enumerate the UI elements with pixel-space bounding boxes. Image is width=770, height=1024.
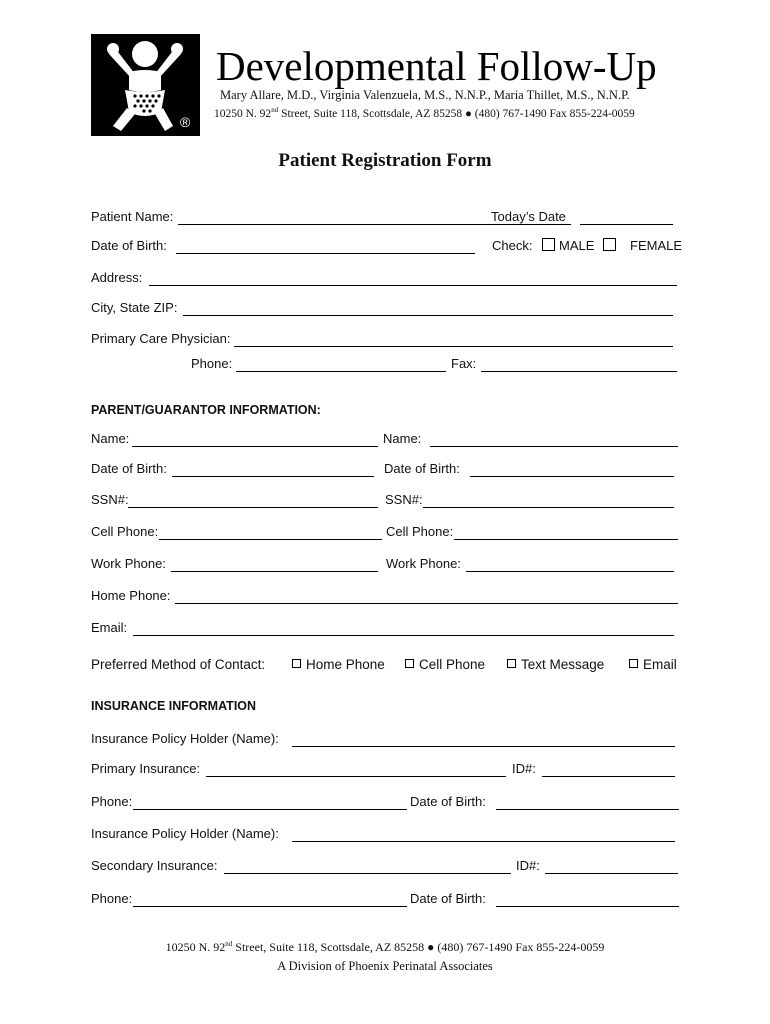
city-state-zip-label: City, State ZIP: <box>91 300 178 315</box>
primary-dob-label: Date of Birth: <box>410 794 486 809</box>
guarantor-name-field-1[interactable] <box>132 446 378 447</box>
secondary-id-field[interactable] <box>545 873 678 874</box>
secondary-dob-label: Date of Birth: <box>410 891 486 906</box>
contact-method-row <box>91 657 681 677</box>
pcp-row <box>91 331 681 351</box>
pcp-field[interactable] <box>234 346 673 347</box>
patient-name-row <box>91 209 681 229</box>
dob-label: Date of Birth: <box>91 238 167 253</box>
secondary-phone-row <box>91 891 681 911</box>
city-state-zip-field[interactable] <box>183 315 673 316</box>
dob-row <box>91 238 681 258</box>
doctor-names: Mary Allare, M.D., Virginia Valenzuela, M.S., N.N.P., Maria Thillet, M.S., N.N.P. <box>220 88 630 102</box>
footer-address: 10250 N. 92nd Street, Suite 118, Scottsdale, AZ 85258 ● (480) 767-1490 Fax 855-224-0059 <box>165 940 605 954</box>
pcp-phone-row <box>91 356 681 376</box>
holder-row-1 <box>91 731 681 751</box>
guarantor-email-field[interactable] <box>133 635 674 636</box>
pcp-fax-field[interactable] <box>481 371 677 372</box>
guarantor-heading: PARENT/GUARANTOR INFORMATION: <box>91 403 321 417</box>
address-row <box>91 270 681 290</box>
footer-division: A Division of Phoenix Perinatal Associates <box>277 959 493 973</box>
contact-cell-phone-checkbox[interactable] <box>405 659 414 668</box>
insurance-heading: INSURANCE INFORMATION <box>91 699 257 713</box>
policy-holder-label-1: Insurance Policy Holder (Name): <box>91 731 279 746</box>
guarantor-ssn-field-2[interactable] <box>423 507 674 508</box>
secondary-insurance-label: Secondary Insurance: <box>91 858 218 873</box>
page-title: Developmental Follow-Up <box>216 43 657 89</box>
pcp-fax-label: Fax: <box>451 356 477 371</box>
pcp-phone-label: Phone: <box>191 356 233 371</box>
guarantor-home-field[interactable] <box>175 603 678 604</box>
guarantor-name-label-1: Name: <box>91 431 130 446</box>
primary-insurance-label: Primary Insurance: <box>91 761 201 776</box>
guarantor-dob-field-2[interactable] <box>470 476 674 477</box>
guarantor-cell-field-2[interactable] <box>454 539 678 540</box>
pcp-label: Primary Care Physician: <box>91 331 231 346</box>
header-address: 10250 N. 92nd Street, Suite 118, Scottsdale, AZ 85258 ● (480) 767-1490 Fax 855-224-0059 <box>214 106 635 120</box>
primary-id-field[interactable] <box>542 776 675 777</box>
guarantor-name-row <box>91 431 681 451</box>
primary-phone-row <box>91 794 681 814</box>
city-row <box>91 300 681 320</box>
female-option[interactable]: FEMALE <box>603 238 682 253</box>
guarantor-cell-label-2: Cell Phone: <box>386 524 454 539</box>
address-field[interactable] <box>149 285 677 286</box>
holder-row-2 <box>91 826 681 846</box>
guarantor-cell-label-1: Cell Phone: <box>91 524 159 539</box>
contact-email-checkbox[interactable] <box>629 659 638 668</box>
guarantor-name-field-2[interactable] <box>430 446 678 447</box>
policy-holder-label-2: Insurance Policy Holder (Name): <box>91 826 279 841</box>
primary-dob-field[interactable] <box>496 809 679 810</box>
primary-phone-label: Phone: <box>91 794 133 809</box>
contact-home-phone-option[interactable]: Home Phone <box>292 657 385 672</box>
guarantor-dob-label-2: Date of Birth: <box>384 461 460 476</box>
guarantor-home-row <box>91 588 681 608</box>
secondary-insurance-field[interactable] <box>224 873 511 874</box>
secondary-id-label: ID#: <box>516 858 540 873</box>
male-checkbox[interactable] <box>542 238 555 251</box>
todays-date-field[interactable] <box>580 224 673 225</box>
guarantor-cell-row <box>91 524 681 544</box>
contact-text-message-option[interactable]: Text Message <box>507 657 604 672</box>
guarantor-ssn-label-2: SSN#: <box>385 492 423 507</box>
policy-holder-field-2[interactable] <box>292 841 675 842</box>
patient-name-field[interactable] <box>178 224 571 225</box>
guarantor-work-label-2: Work Phone: <box>386 556 461 571</box>
policy-holder-field-1[interactable] <box>292 746 675 747</box>
guarantor-name-label-2: Name: <box>383 431 422 446</box>
contact-cell-phone-option[interactable]: Cell Phone <box>405 657 485 672</box>
guarantor-work-field-2[interactable] <box>466 571 674 572</box>
secondary-phone-label: Phone: <box>91 891 133 906</box>
guarantor-work-row <box>91 556 681 576</box>
contact-email-option[interactable]: Email <box>629 657 677 672</box>
guarantor-cell-field-1[interactable] <box>159 539 382 540</box>
secondary-dob-field[interactable] <box>496 906 679 907</box>
guarantor-email-label: Email: <box>91 620 128 635</box>
todays-date-label: Today’s Date <box>491 209 566 224</box>
form-title: Patient Registration Form <box>278 150 492 171</box>
guarantor-ssn-label-1: SSN#: <box>91 492 129 507</box>
check-label: Check: <box>492 238 533 253</box>
contact-home-phone-checkbox[interactable] <box>292 659 301 668</box>
guarantor-work-field-1[interactable] <box>171 571 378 572</box>
female-checkbox[interactable] <box>603 238 616 251</box>
dob-field[interactable] <box>176 253 475 254</box>
patient-name-label: Patient Name: <box>91 209 174 224</box>
contact-method-label: Preferred Method of Contact: <box>91 657 266 672</box>
guarantor-email-row <box>91 620 681 640</box>
guarantor-dob-row <box>91 461 681 481</box>
logo <box>91 34 200 136</box>
guarantor-ssn-row <box>91 492 681 512</box>
guarantor-home-label: Home Phone: <box>91 588 171 603</box>
address-label: Address: <box>91 270 143 285</box>
guarantor-ssn-field-1[interactable] <box>128 507 378 508</box>
primary-insurance-field[interactable] <box>206 776 506 777</box>
pcp-phone-field[interactable] <box>236 371 446 372</box>
contact-text-message-checkbox[interactable] <box>507 659 516 668</box>
guarantor-dob-label-1: Date of Birth: <box>91 461 167 476</box>
male-option[interactable]: MALE <box>542 238 594 253</box>
secondary-insurance-row <box>91 858 681 878</box>
primary-phone-field[interactable] <box>133 809 407 810</box>
guarantor-work-label-1: Work Phone: <box>91 556 166 571</box>
guarantor-dob-field-1[interactable] <box>172 476 374 477</box>
secondary-phone-field[interactable] <box>133 906 407 907</box>
primary-id-label: ID#: <box>512 761 536 776</box>
registered-mark: ® <box>180 114 191 130</box>
primary-insurance-row <box>91 761 681 781</box>
